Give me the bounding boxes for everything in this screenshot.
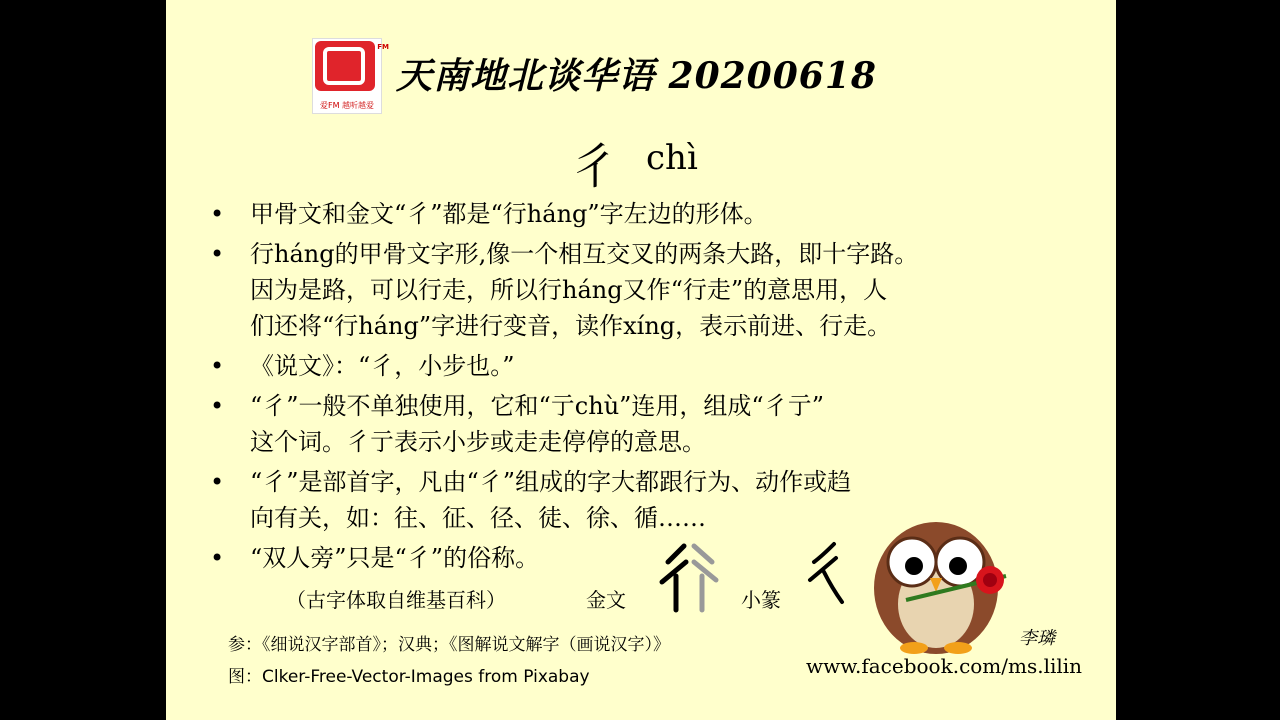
- slide-title: 天南地北谈华语 20200618: [396, 55, 877, 97]
- author-signature: 李璘: [1019, 628, 1055, 649]
- logo-fm: FM: [377, 43, 389, 51]
- bullet-line: 这个词。彳亍表示小步或走走停停的意思。: [250, 428, 706, 456]
- jinwen-label: 金文: [586, 588, 626, 612]
- bullet-line: 向有关，如：往、征、径、徒、徐、循……: [250, 504, 706, 532]
- logo-box: [315, 41, 389, 91]
- headline-pinyin: chì: [646, 138, 698, 178]
- xiaozhuan-glyph: [802, 540, 852, 610]
- bullet-line: • “彳”是部首字，凡由“彳”组成的字大都跟行为、动作或趋: [250, 468, 852, 496]
- facebook-url[interactable]: www.facebook.com/ms.lilin: [806, 654, 1083, 678]
- image-credit: 图：Clker-Free-Vector-Images from Pixabay: [228, 667, 590, 687]
- xiaozhuan-label: 小篆: [741, 588, 781, 612]
- bullet-line: • “双人旁”只是“彳”的俗称。: [250, 544, 540, 572]
- bullet-line: • 甲骨文和金文“彳”都是“行háng”字左边的形体。: [250, 200, 768, 228]
- bullet-line: 们还将“行háng”字进行变音，读作xíng，表示前进、行走。: [250, 312, 892, 340]
- bullet-line: • 行háng的甲骨文字形,像一个相互交叉的两条大路，即十字路。: [250, 240, 919, 268]
- bullet-item: [210, 388, 1080, 460]
- slide: [166, 0, 1116, 720]
- bullet-line: • 《说文》：“彳，小步也。”: [250, 352, 515, 380]
- bullet-item: [210, 196, 1080, 232]
- logo-caption: 爱FM 越听越爱: [319, 101, 375, 110]
- aifm-logo: [312, 38, 389, 114]
- logo-mark: [323, 47, 365, 85]
- headline-character: 彳: [570, 139, 619, 195]
- reference-line: 参：《细说汉字部首》；汉典；《图解说文解字（画说汉字）》: [228, 635, 670, 655]
- bullet-item: [210, 236, 1080, 344]
- jinwen-glyph: [654, 540, 724, 616]
- bullet-line: 因为是路，可以行走，所以行háng又作“行走”的意思用，人: [250, 276, 888, 304]
- owl-with-rose-illustration: [866, 516, 1036, 656]
- bullet-item: [210, 348, 1080, 384]
- glyph-source-note: （古字体取自维基百科）: [286, 588, 506, 612]
- bullet-line: • “彳”一般不单独使用，它和“亍chù”连用，组成“彳亍”: [250, 392, 824, 420]
